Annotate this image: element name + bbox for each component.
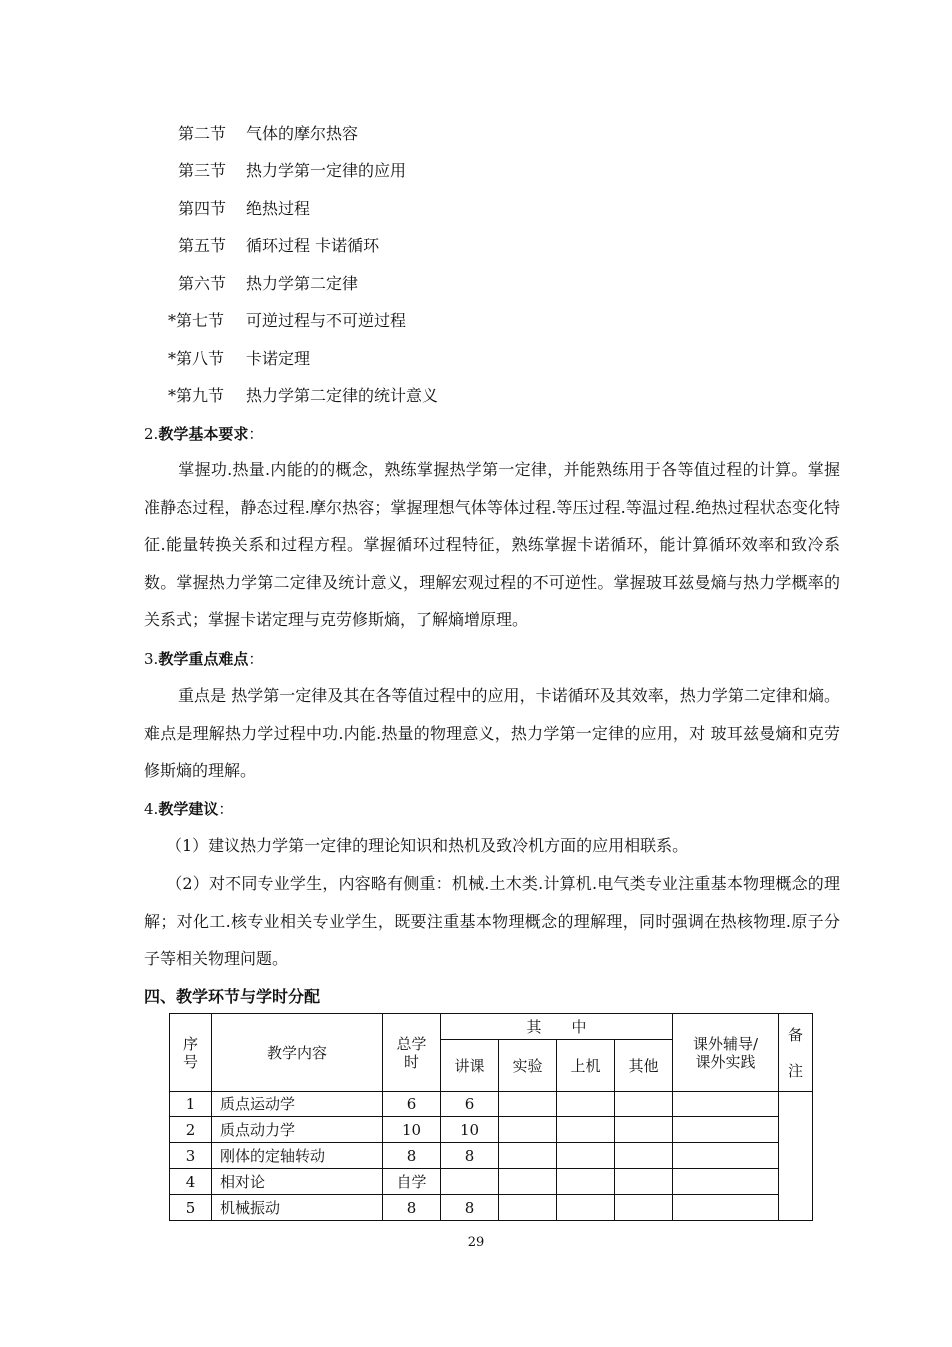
- section-title: 气体的摩尔热容: [246, 124, 359, 143]
- cell-other: [615, 1092, 673, 1117]
- paragraph-body: （2）对不同专业学生，内容略有侧重：机械.土木类.计算机.电气类专业注重基本物理概念的理解；对化工.核专业相关专业学生，既要注重基本物理概念的理解理，同时强调在热核物理.原子分子等相关物理问题。: [144, 874, 840, 968]
- header-lab: 实验: [499, 1040, 557, 1092]
- section-title: 热力学第二定律: [246, 274, 359, 293]
- key-points-text: [144, 677, 840, 790]
- cell-other: [615, 1195, 673, 1221]
- cell-lecture: [441, 1169, 499, 1195]
- cell-lab: [499, 1117, 557, 1143]
- section-number: *第九节: [168, 386, 225, 405]
- heading-colon: ：: [248, 425, 264, 443]
- heading-number: 2.: [144, 425, 159, 443]
- cell-lab: [499, 1169, 557, 1195]
- advice-item-1: [144, 827, 840, 865]
- cell-extra: [673, 1143, 779, 1169]
- header-remark: 备 注: [779, 1014, 813, 1092]
- cell-other: [615, 1143, 673, 1169]
- hours-table: [169, 1013, 813, 1221]
- cell-lab: [499, 1143, 557, 1169]
- section-number: *第七节: [168, 311, 225, 330]
- cell-seq: 5: [170, 1195, 212, 1221]
- heading-label: 教学重点难点: [158, 650, 249, 668]
- cell-other: [615, 1169, 673, 1195]
- heading-colon: ：: [248, 650, 264, 668]
- heading-label: 教学基本要求: [158, 425, 249, 443]
- cell-total: 8: [383, 1143, 441, 1169]
- header-total: 总学 时: [383, 1014, 441, 1092]
- section-title: 绝热过程: [246, 199, 311, 218]
- requirements-text: [144, 451, 840, 639]
- header-among: 其 中: [441, 1014, 673, 1040]
- section-number: *第八节: [168, 349, 225, 368]
- cell-lab: [499, 1092, 557, 1117]
- cell-seq: 4: [170, 1169, 212, 1195]
- table-row: [170, 1117, 813, 1143]
- paragraph-body: 重点是 热学第一定律及其在各等值过程中的应用，卡诺循环及其效率，热力学第二定律和熵。难点是理解热力学过程中功.内能.热量的物理意义，热力学第一定律的应用，对 玻耳兹曼熵和克劳修斯熵的理解。: [144, 686, 840, 780]
- advice-item-2: [144, 865, 840, 978]
- section-number: 第三节: [178, 161, 227, 180]
- table-row: [170, 1195, 813, 1221]
- cell-lecture: 6: [441, 1092, 499, 1117]
- cell-extra: [673, 1195, 779, 1221]
- header-other: 其他: [615, 1040, 673, 1092]
- section-4-title: 四、教学环节与学时分配: [144, 987, 321, 1006]
- cell-content: 刚体的定轴转动: [212, 1143, 383, 1169]
- cell-content: 相对论: [212, 1169, 383, 1195]
- table-row: [170, 1092, 813, 1117]
- section-number: 第四节: [178, 199, 227, 218]
- cell-computer: [557, 1143, 615, 1169]
- page-number: 29: [467, 1235, 485, 1250]
- cell-other: [615, 1117, 673, 1143]
- cell-total: 6: [383, 1092, 441, 1117]
- cell-extra: [673, 1117, 779, 1143]
- paragraph-body: 掌握功.热量.内能的的概念，熟练掌握热学第一定律，并能熟练用于各等值过程的计算。掌握准静态过程，静态过程.摩尔热容；掌握理想气体等体过程.等压过程.等温过程.绝热过程状态变化特征.能量转换关系和过程方程。掌握循环过程特征，熟练掌握卡诺循环，能计算循环效率和致冷系数。掌握热力学第二定律及统计意义，理解宏观过程的不可逆性。掌握玻耳兹曼熵与热力学概率的关系式；掌握卡诺定理与克劳修斯熵，了解熵增原理。: [144, 460, 840, 629]
- table-header-row: [170, 1014, 813, 1040]
- requirements-heading: [144, 424, 263, 444]
- section-number: 第六节: [178, 274, 227, 293]
- cell-computer: [557, 1117, 615, 1143]
- section-title: 热力学第一定律的应用: [246, 161, 407, 180]
- cell-seq: 3: [170, 1143, 212, 1169]
- cell-lab: [499, 1195, 557, 1221]
- section-title: 可逆过程与不可逆过程: [246, 311, 407, 330]
- header-extra: 课外辅导/ 课外实践: [673, 1014, 779, 1092]
- cell-lecture: 8: [441, 1143, 499, 1169]
- cell-lecture: 10: [441, 1117, 499, 1143]
- key-points-heading: [144, 649, 263, 669]
- cell-seq: 2: [170, 1117, 212, 1143]
- paragraph-body: （1）建议热力学第一定律的理论知识和热机及致冷机方面的应用相联系。: [166, 836, 689, 855]
- cell-extra: [673, 1092, 779, 1117]
- advice-heading: [144, 799, 233, 819]
- heading-label: 教学建议: [158, 800, 219, 818]
- cell-seq: 1: [170, 1092, 212, 1117]
- table-row: [170, 1169, 813, 1195]
- cell-computer: [557, 1195, 615, 1221]
- cell-remark: [779, 1092, 813, 1221]
- section-title: 卡诺定理: [246, 349, 311, 368]
- section-title: 热力学第二定律的统计意义: [246, 386, 439, 405]
- heading-colon: ：: [218, 800, 234, 818]
- heading-number: 4.: [144, 800, 159, 818]
- section-title: 循环过程 卡诺循环: [246, 236, 380, 255]
- heading-number: 3.: [144, 650, 159, 668]
- header-lecture: 讲课: [441, 1040, 499, 1092]
- cell-content: 质点运动学: [212, 1092, 383, 1117]
- cell-total: 自学: [383, 1169, 441, 1195]
- cell-extra: [673, 1169, 779, 1195]
- cell-content: 质点动力学: [212, 1117, 383, 1143]
- header-seq: 序 号: [170, 1014, 212, 1092]
- section-number: 第五节: [178, 236, 227, 255]
- cell-computer: [557, 1169, 615, 1195]
- cell-total: 10: [383, 1117, 441, 1143]
- cell-content: 机械振动: [212, 1195, 383, 1221]
- section-number: 第二节: [178, 124, 227, 143]
- table-row: [170, 1143, 813, 1169]
- header-computer: 上机: [557, 1040, 615, 1092]
- cell-computer: [557, 1092, 615, 1117]
- cell-total: 8: [383, 1195, 441, 1221]
- cell-lecture: 8: [441, 1195, 499, 1221]
- header-content: 教学内容: [212, 1014, 383, 1092]
